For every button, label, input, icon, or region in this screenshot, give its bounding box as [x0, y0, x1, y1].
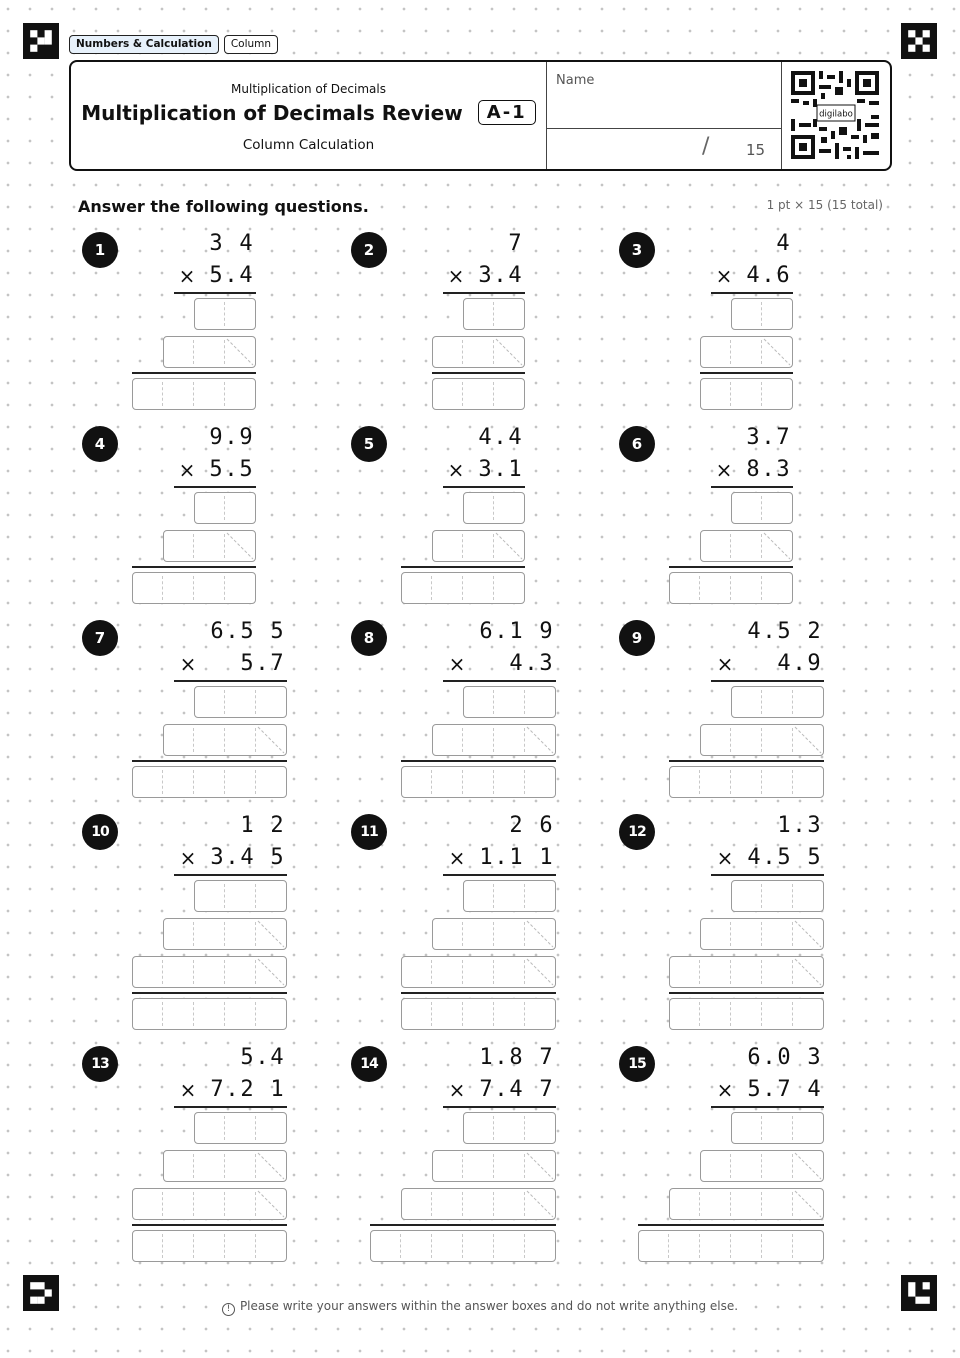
multiply-underline — [174, 292, 256, 294]
worksheet-title: Multiplication of Decimals Review — [81, 100, 463, 125]
info-icon: ! — [222, 1303, 235, 1316]
answer-box[interactable] — [700, 1150, 824, 1182]
times-sign: × — [178, 458, 196, 482]
answer-box[interactable] — [669, 766, 824, 798]
answer-box[interactable] — [432, 724, 556, 756]
multiplier-digit: 5 — [240, 651, 254, 676]
answer-box[interactable] — [638, 1230, 824, 1262]
times-sign: × — [716, 1078, 734, 1102]
category-tags — [69, 35, 278, 54]
multiplicand-digit: 7 — [539, 1045, 553, 1070]
problem-number: 8 — [351, 620, 387, 656]
answer-box[interactable] — [669, 998, 824, 1030]
multiplier-digit: 5 — [807, 845, 821, 870]
footer-text: Please write your answers within the answer boxes and do not write anything else. — [239, 1299, 739, 1313]
multiplicand-digit: 2 — [270, 813, 284, 838]
multiply-underline — [711, 1106, 824, 1108]
worksheet-kicker: Multiplication of Decimals — [231, 82, 386, 96]
multiplier-digit: 1 — [270, 1077, 284, 1102]
placeholder-zero-slash — [793, 725, 823, 755]
sum-underline — [669, 992, 824, 994]
multiplier-digit: . — [792, 651, 806, 676]
answer-box[interactable] — [432, 336, 525, 368]
placeholder-zero-slash — [525, 957, 555, 987]
multiplier-digit: 1 — [479, 845, 493, 870]
name-score-section[interactable] — [547, 62, 782, 169]
placeholder-zero-slash — [762, 337, 792, 367]
placeholder-zero-slash — [793, 957, 823, 987]
name-label: Name — [556, 73, 595, 88]
multiplier-digit: 7 — [479, 1077, 493, 1102]
answer-box[interactable] — [194, 1112, 287, 1144]
problem-number: 1 — [82, 232, 118, 268]
multiplicand-digit: . — [494, 1045, 508, 1070]
title-row — [71, 100, 546, 125]
multiplicand-digit: . — [762, 1045, 776, 1070]
answer-box[interactable] — [132, 1188, 287, 1220]
multiply-underline — [174, 1106, 287, 1108]
multiplicand-digit: . — [493, 425, 507, 450]
multiplicand-digit: 6 — [747, 1045, 761, 1070]
placeholder-zero-slash — [793, 1151, 823, 1181]
multiplier-digit: 7 — [210, 1077, 224, 1102]
problem-number: 14 — [351, 1046, 387, 1082]
multiplier-digit: . — [255, 651, 269, 676]
corner-marker-top-left-icon — [23, 23, 59, 59]
answer-box[interactable] — [401, 572, 525, 604]
problem-number: 7 — [82, 620, 118, 656]
problem-number: 13 — [82, 1046, 118, 1082]
multiplier-digit: 3 — [776, 457, 790, 482]
multiplicand-digit: 4 — [776, 231, 790, 256]
sum-underline — [669, 566, 793, 568]
multiplicand-digit: 4 — [239, 231, 253, 256]
placeholder-zero-slash — [525, 1189, 555, 1219]
multiplicand-digit: 4 — [747, 619, 761, 644]
answer-box[interactable] — [731, 298, 793, 330]
times-sign: × — [715, 458, 733, 482]
times-sign: × — [447, 458, 465, 482]
answer-box[interactable] — [700, 724, 824, 756]
problem-number: 15 — [619, 1046, 655, 1082]
multiplicand-digit: 9 — [209, 425, 223, 450]
worksheet-subtitle: Column Calculation — [242, 137, 375, 153]
answer-box[interactable] — [700, 336, 793, 368]
placeholder-zero-slash — [494, 337, 524, 367]
answer-box[interactable] — [731, 686, 824, 718]
sum-underline — [132, 1224, 287, 1226]
answer-box[interactable] — [132, 998, 287, 1030]
multiplier-digit: 4 — [509, 1077, 523, 1102]
title-section — [71, 62, 547, 169]
multiplier-digit: 4 — [508, 263, 522, 288]
multiplicand-digit: 5 — [240, 619, 254, 644]
answer-box[interactable] — [163, 336, 256, 368]
answer-box[interactable] — [669, 1188, 824, 1220]
placeholder-zero-slash — [793, 1189, 823, 1219]
multiplicand-digit: 9 — [239, 425, 253, 450]
answer-box[interactable] — [401, 998, 556, 1030]
multiplicand-digit: 4 — [508, 425, 522, 450]
answer-box[interactable] — [163, 918, 287, 950]
times-sign: × — [179, 846, 197, 870]
answer-box[interactable] — [731, 492, 793, 524]
multiplicand-digit: 5 — [240, 1045, 254, 1070]
times-sign: × — [448, 1078, 466, 1102]
multiplier-digit: 5 — [239, 457, 253, 482]
multiplier-digit: 1 — [508, 457, 522, 482]
multiply-underline — [443, 292, 525, 294]
sum-underline — [638, 1224, 824, 1226]
multiplicand-digit: 3 — [807, 813, 821, 838]
answer-box[interactable] — [401, 956, 556, 988]
answer-box[interactable] — [432, 378, 525, 410]
times-sign: × — [448, 652, 466, 676]
problem-number: 2 — [351, 232, 387, 268]
multiplicand-digit: 3 — [746, 425, 760, 450]
multiply-underline — [174, 680, 287, 682]
answer-box[interactable] — [132, 956, 287, 988]
multiplier-digit: 2 — [240, 1077, 254, 1102]
answer-box[interactable] — [463, 298, 525, 330]
sum-underline — [401, 566, 525, 568]
answer-box[interactable] — [731, 880, 824, 912]
worksheet-header — [69, 60, 892, 171]
multiplicand-digit: . — [225, 619, 239, 644]
multiplicand-digit: 9 — [539, 619, 553, 644]
multiplicand-digit: 0 — [777, 1045, 791, 1070]
multiplicand-digit: 5 — [777, 619, 791, 644]
multiplier-digit: 4 — [807, 1077, 821, 1102]
sum-underline — [132, 566, 256, 568]
multiplicand-digit: . — [494, 619, 508, 644]
multiply-underline — [711, 874, 824, 876]
multiplicand-digit: 7 — [776, 425, 790, 450]
multiply-underline — [174, 486, 256, 488]
answer-box[interactable] — [194, 686, 287, 718]
multiplier-digit: 1 — [509, 845, 523, 870]
answer-box[interactable] — [401, 766, 556, 798]
placeholder-zero-slash — [525, 725, 555, 755]
answer-box[interactable] — [463, 686, 556, 718]
tag-numbers-calculation: Numbers & Calculation — [69, 35, 219, 54]
multiplier-digit: . — [494, 845, 508, 870]
multiplier-digit: . — [761, 263, 775, 288]
times-sign: × — [179, 652, 197, 676]
answer-box[interactable] — [432, 530, 525, 562]
multiplicand-digit: . — [762, 619, 776, 644]
multiplicand-digit: 8 — [509, 1045, 523, 1070]
placeholder-zero-slash — [225, 337, 255, 367]
problem-number: 11 — [351, 814, 387, 850]
qr-logo-text: digilabo — [819, 109, 853, 120]
multiplicand-digit: 3 — [209, 231, 223, 256]
multiplier-digit: 3 — [539, 651, 553, 676]
multiply-underline — [443, 680, 556, 682]
times-sign: × — [715, 264, 733, 288]
answer-box[interactable] — [463, 880, 556, 912]
placeholder-zero-slash — [793, 919, 823, 949]
answer-box[interactable] — [700, 918, 824, 950]
points-info: 1 pt × 15 (15 total) — [766, 198, 883, 212]
multiplicand-digit: 6 — [479, 619, 493, 644]
problem-number: 6 — [619, 426, 655, 462]
multiplier-digit: 7 — [270, 651, 284, 676]
multiplicand-digit: 4 — [478, 425, 492, 450]
placeholder-zero-slash — [525, 1151, 555, 1181]
answer-box[interactable] — [669, 956, 824, 988]
answer-box[interactable] — [194, 298, 256, 330]
times-sign: × — [447, 264, 465, 288]
placeholder-zero-slash — [256, 1189, 286, 1219]
multiplier-digit: 5 — [777, 845, 791, 870]
answer-box[interactable] — [669, 572, 793, 604]
multiplier-digit: 5 — [747, 1077, 761, 1102]
multiplier-digit: 4 — [747, 845, 761, 870]
multiplicand-digit: 1 — [479, 1045, 493, 1070]
multiplier-digit: 3 — [210, 845, 224, 870]
score-divider — [547, 128, 781, 129]
placeholder-zero-slash — [494, 531, 524, 561]
multiplier-digit: 6 — [776, 263, 790, 288]
answer-box[interactable] — [401, 1188, 556, 1220]
sum-underline — [132, 760, 287, 762]
multiplier-digit: 4 — [777, 651, 791, 676]
multiplier-digit: 7 — [539, 1077, 553, 1102]
multiplier-digit: . — [493, 263, 507, 288]
multiplicand-digit: . — [224, 425, 238, 450]
multiply-underline — [711, 486, 793, 488]
multiply-underline — [443, 874, 556, 876]
multiplier-digit: . — [762, 845, 776, 870]
placeholder-zero-slash — [256, 919, 286, 949]
times-sign: × — [178, 264, 196, 288]
multiplier-digit: 4 — [509, 651, 523, 676]
answer-box[interactable] — [370, 1230, 556, 1262]
multiplicand-digit: 4 — [270, 1045, 284, 1070]
placeholder-zero-slash — [256, 725, 286, 755]
multiplicand-digit: 7 — [508, 231, 522, 256]
multiplicand-digit: 3 — [807, 1045, 821, 1070]
instruction-text: Answer the following questions. — [78, 197, 369, 216]
problem-number: 9 — [619, 620, 655, 656]
multiply-underline — [443, 486, 525, 488]
corner-marker-top-right-icon — [901, 23, 937, 59]
multiplier-digit: 5 — [209, 263, 223, 288]
placeholder-zero-slash — [256, 957, 286, 987]
multiply-underline — [711, 680, 824, 682]
multiplier-digit: 8 — [746, 457, 760, 482]
score-slash: / — [702, 134, 710, 159]
sum-underline — [401, 992, 556, 994]
multiply-underline — [711, 292, 793, 294]
sum-underline — [432, 372, 525, 374]
times-sign: × — [448, 846, 466, 870]
answer-box[interactable] — [463, 492, 525, 524]
sum-underline — [132, 992, 287, 994]
placeholder-zero-slash — [762, 531, 792, 561]
multiplier-digit: . — [494, 1077, 508, 1102]
multiplier-digit: 5 — [270, 845, 284, 870]
answer-box[interactable] — [132, 766, 287, 798]
multiplier-digit: 4 — [240, 845, 254, 870]
answer-box[interactable] — [700, 378, 793, 410]
worksheet-code: A-1 — [478, 100, 536, 125]
multiplier-digit: 3 — [478, 457, 492, 482]
multiplier-digit: . — [493, 457, 507, 482]
answer-box[interactable] — [700, 530, 793, 562]
footer-note — [0, 1299, 960, 1316]
answer-box[interactable] — [194, 492, 256, 524]
multiplicand-digit: 2 — [509, 813, 523, 838]
placeholder-zero-slash — [525, 919, 555, 949]
sum-underline — [370, 1224, 556, 1226]
answer-box[interactable] — [132, 378, 256, 410]
multiplier-digit: . — [225, 1077, 239, 1102]
multiplicand-digit: . — [792, 813, 806, 838]
multiplicand-digit: 1 — [509, 619, 523, 644]
multiplier-digit: 5 — [209, 457, 223, 482]
score-total: 15 — [746, 141, 766, 159]
multiplier-digit: . — [224, 457, 238, 482]
multiplicand-digit: 1 — [777, 813, 791, 838]
multiplicand-digit: 1 — [240, 813, 254, 838]
problem-number: 10 — [82, 814, 118, 850]
sum-underline — [669, 760, 824, 762]
answer-box[interactable] — [163, 530, 256, 562]
multiplier-digit: . — [224, 263, 238, 288]
placeholder-zero-slash — [225, 531, 255, 561]
multiplier-digit: 4 — [239, 263, 253, 288]
multiplier-digit: 4 — [746, 263, 760, 288]
sum-underline — [132, 372, 256, 374]
problem-number: 4 — [82, 426, 118, 462]
multiplier-digit: 9 — [807, 651, 821, 676]
multiplicand-digit: 5 — [270, 619, 284, 644]
multiplier-digit: . — [762, 1077, 776, 1102]
answer-box[interactable] — [432, 1150, 556, 1182]
times-sign: × — [179, 1078, 197, 1102]
tag-column: Column — [224, 35, 278, 54]
multiplicand-digit: 2 — [807, 619, 821, 644]
multiplicand-digit: . — [255, 1045, 269, 1070]
multiplier-digit: 7 — [777, 1077, 791, 1102]
multiplier-digit: . — [761, 457, 775, 482]
answer-box[interactable] — [194, 880, 287, 912]
multiplier-digit: . — [225, 845, 239, 870]
qr-code-icon — [791, 71, 879, 159]
problem-number: 5 — [351, 426, 387, 462]
answer-box[interactable] — [163, 724, 287, 756]
multiplier-digit: 3 — [478, 263, 492, 288]
times-sign: × — [716, 846, 734, 870]
multiplier-digit: 1 — [539, 845, 553, 870]
multiplicand-digit: 6 — [210, 619, 224, 644]
multiplier-digit: . — [524, 651, 538, 676]
placeholder-zero-slash — [256, 1151, 286, 1181]
multiplicand-digit: . — [761, 425, 775, 450]
answer-box[interactable] — [132, 572, 256, 604]
multiply-underline — [443, 1106, 556, 1108]
sum-underline — [401, 760, 556, 762]
answer-box[interactable] — [432, 918, 556, 950]
problem-number: 3 — [619, 232, 655, 268]
answer-box[interactable] — [731, 1112, 824, 1144]
multiplicand-digit: 6 — [539, 813, 553, 838]
sum-underline — [700, 372, 793, 374]
multiply-underline — [174, 874, 287, 876]
answer-box[interactable] — [163, 1150, 287, 1182]
answer-box[interactable] — [132, 1230, 287, 1262]
times-sign: × — [716, 652, 734, 676]
problem-number: 12 — [619, 814, 655, 850]
answer-box[interactable] — [463, 1112, 556, 1144]
